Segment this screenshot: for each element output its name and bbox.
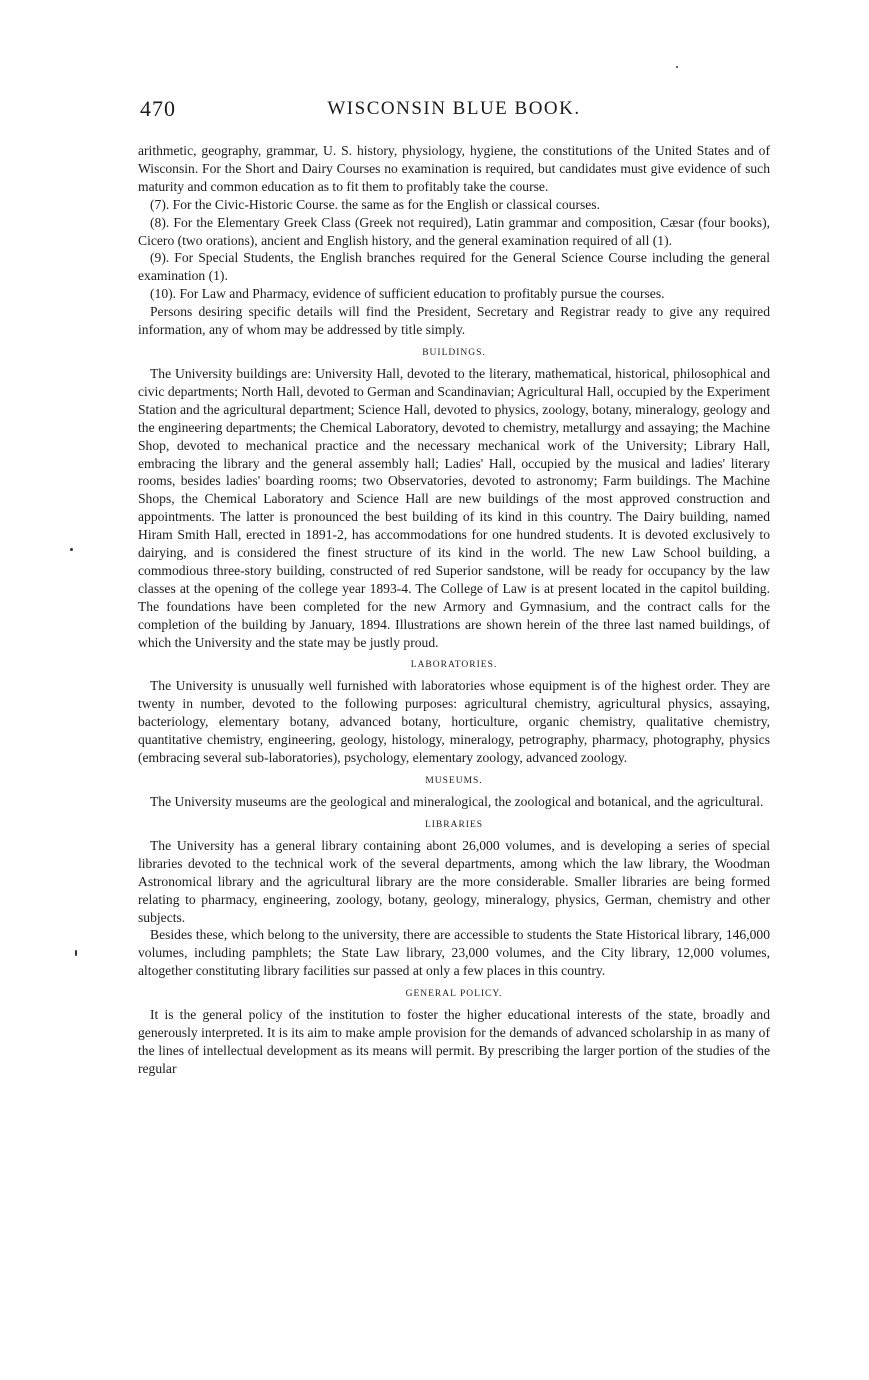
laboratories-paragraph: The University is unusually well furnished with laboratories whose equipment is of the highest order. They are twenty in number, devoted to the following purposes: agricultural chemistry, agricultural physics, assaying, bacteriology, elementary botany, advanced botany, horticulture, organic chemistry, qualitative chemistry, quantitative chemistry, engineering, geology, histology, mineralogy, petrography, pharmacy, photography, physics (embracing several sub-laboratories), psychology, elementary zoology, advanced zoology. bbox=[138, 678, 770, 766]
museums-heading: MUSEUMS. bbox=[425, 776, 483, 786]
page-body bbox=[138, 142, 770, 1078]
intro-paragraph-5: (10). For Law and Pharmacy, evidence of sufficient education to profitably pursue the courses. bbox=[150, 286, 665, 302]
page-number: 470 bbox=[140, 96, 176, 121]
page-header bbox=[138, 96, 770, 126]
buildings-paragraph: The University buildings are: University Hall, devoted to the literary, mathematical, historical, philosophical and civic departments; North Hall, devoted to German and Scandinavian; Agricultural Hall, occupied by the Experiment Station and the agricultural department; Science Hall, devoted to physics, zoology, botany, mineralogy, geology and the engineering departments; the Chemical Laboratory, devoted to chemistry, metallurgy and assaying; the Machine Shop, devoted to mechanical practice and the necessary mechanical work of the University; Library Hall, embracing the library and the general assembly hall; Ladies' Hall, occupied by the musical and ladies' literary rooms, besides ladies' boarding rooms; two Observatories, devoted to astronomy; Farm buildings. The Machine Shops, the Chemical Laboratory and Science Hall are new buildings of the most approved construction and appointments. The latter is pronounced the best building of its kind in this country. The Dairy building, named Hiram Smith Hall, erected in 1891-2, has accommodations for one hundred students. It is devoted exclusively to dairying, and is considered the finest structure of its kind in the world. The new Law School building, a commodious three-story building, constructed of red Superior sandstone, will be ready for occupancy by the law classes at the opening of the college year 1893-4. The College of Law is at present located in the capitol building. The foundations have been completed for the new Armory and Gymnasium, and the contract calls for the completion of the building by January, 1894. Illustrations are shown herein of the three last named buildings, of which the University and the state may be justly proud. bbox=[138, 365, 770, 650]
intro-paragraph-6: Persons desiring specific details will find the President, Secretary and Registrar ready to give any required information, any of whom may be addressed by title simply. bbox=[138, 304, 770, 338]
running-title: WISCONSIN BLUE BOOK. bbox=[327, 98, 581, 119]
laboratories-heading: LABORATORIES. bbox=[410, 660, 498, 671]
buildings-heading: BUILDINGS. bbox=[422, 347, 486, 358]
libraries-paragraph-1: The University has a general library containing abont 26,000 volumes, and is developing a series of special libraries devoted to the technical work of the several departments, among which the law library, the Woodman Astronomical library and the agricultural library are the more considerable. Smaller libraries are being formed relating to pharmacy, engineering, zoology, botany, geology, mineralogy, physics, German, chemistry and other subjects. bbox=[138, 837, 770, 925]
intro-paragraph-1: arithmetic, geography, grammar, U. S. history, physiology, hygiene, the constitutions of the United States and of Wisconsin. For the Short and Dairy Courses no examination is required, but candidates must give evidence of such maturity and common education as to fit them to profitably take the course. bbox=[138, 143, 770, 194]
intro-paragraph-4: (9). For Special Students, the English branches required for the General Science Course including the general examination (1). bbox=[138, 250, 770, 284]
print-speck bbox=[676, 66, 678, 68]
general-policy-heading: GENERAL POLICY. bbox=[405, 989, 503, 1000]
libraries-heading: LIBRARIES bbox=[424, 819, 484, 830]
intro-paragraph-3: (8). For the Elementary Greek Class (Greek not required), Latin grammar and composition, Cæsar (four books), Cicero (two orations), ancient and English history, and the general examination required of all (1). bbox=[138, 214, 770, 248]
print-speck bbox=[75, 950, 77, 956]
libraries-paragraph-2: Besides these, which belong to the university, there are accessible to students the State Historical library, 146,000 volumes, including pamphlets; the State Law library, 23,000 volumes, and the City library, 12,000 volumes, altogether constituting library facilities sur passed at only a few places in this country. bbox=[138, 927, 770, 979]
museums-paragraph: The University museums are the geological and mineralogical, the zoological and botanical, and the agricultural. bbox=[150, 794, 764, 809]
print-speck bbox=[70, 548, 73, 551]
general-policy-paragraph: It is the general policy of the institution to foster the higher educational interests of the state, broadly and generously interpreted. It is its aim to make ample provision for the demands of advanced scholarship in as many of the lines of intellectual development as its means will permit. By prescribing the larger portion of the studies of the regular bbox=[138, 1007, 770, 1076]
intro-paragraph-2: (7). For the Civic-Historic Course. the same as for the English or classical courses. bbox=[150, 196, 600, 212]
